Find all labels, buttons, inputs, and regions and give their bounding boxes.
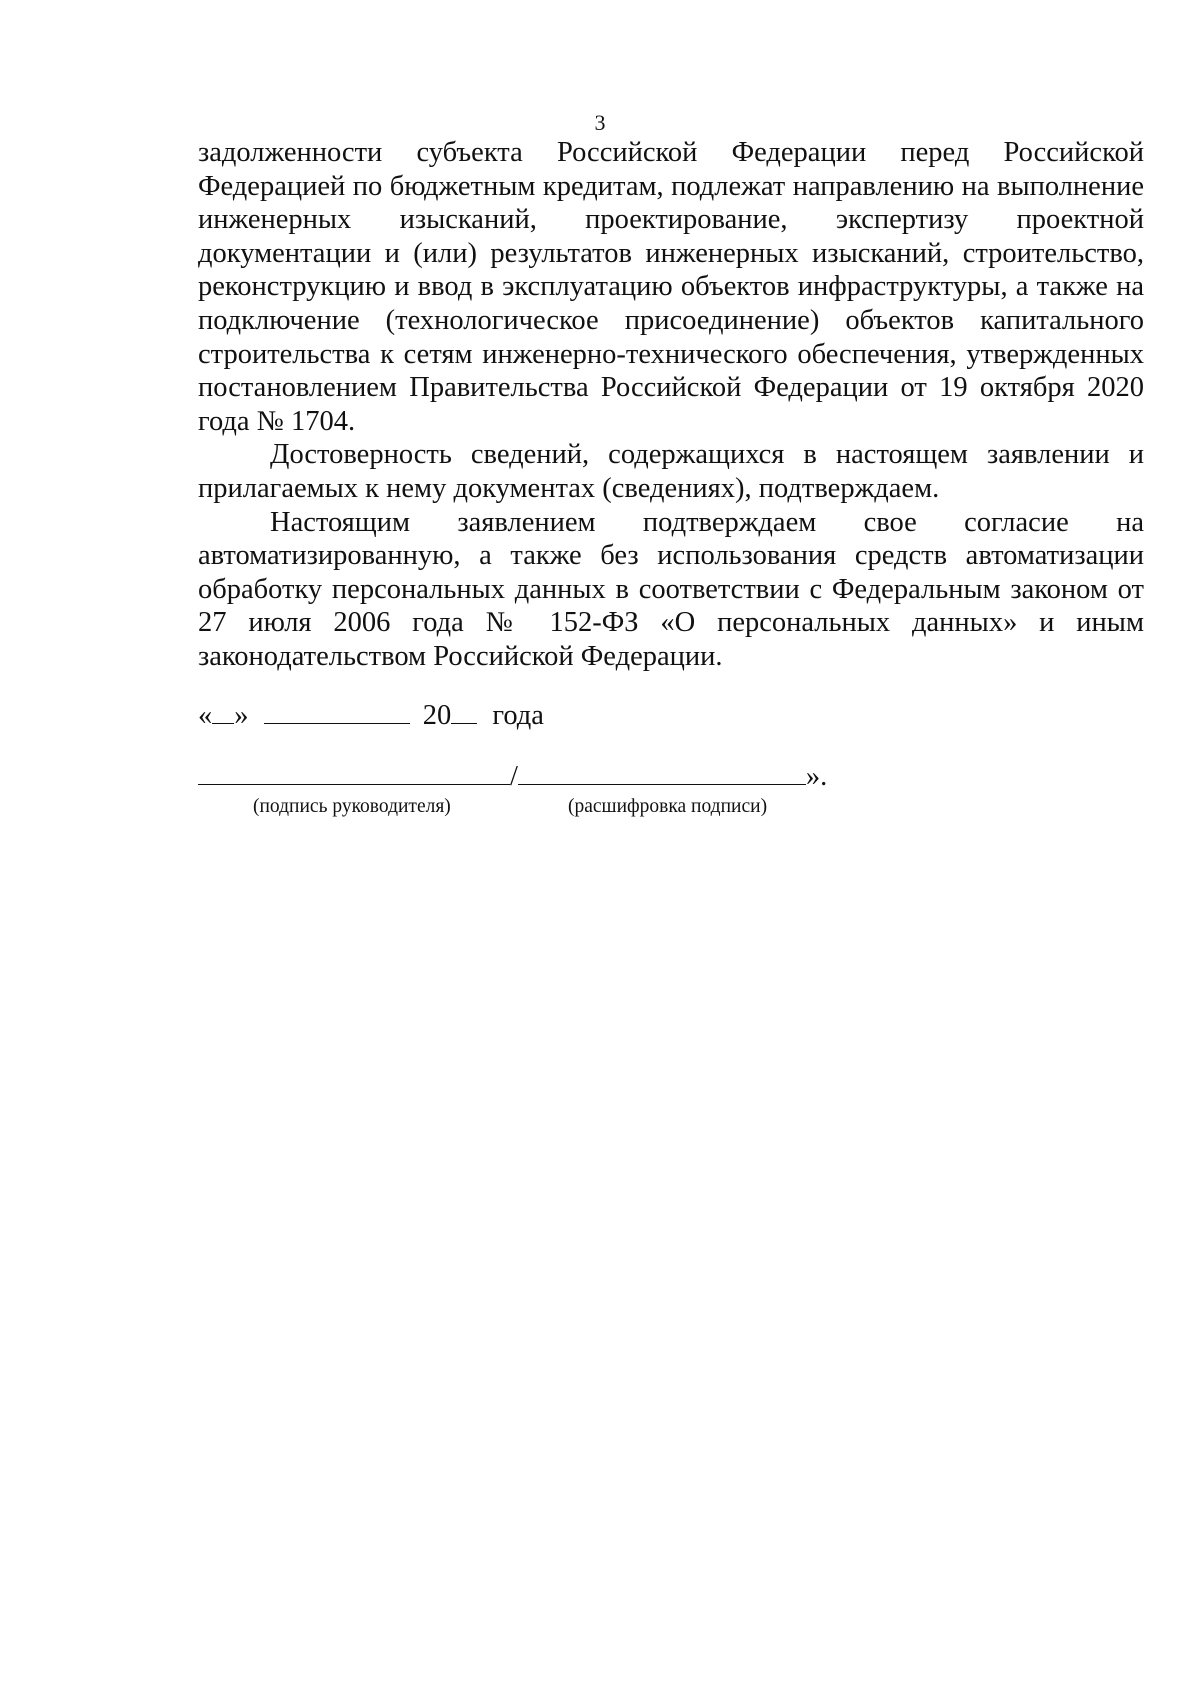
signature-separator: / [510, 761, 518, 792]
paragraph-continuation: задолженности субъекта Российской Федерации перед Российской Федерацией по бюджетным кредитам, подлежат направлению на выполнение инженерных изысканий, проектирование, экспертизу проектной документации и (или) результатов инженерных изысканий, строительство, реконструкцию и ввод в эксплуатацию объектов инфраструктуры, а также на подключение (технологическое присоединение) объектов капитального строительства к сетям инженерно-технического обеспечения, утвержденных постановлением Правительства Российской Федерации от 19 октября 2020 года № 1704. [198, 137, 1144, 437]
signature-line [198, 758, 827, 794]
paragraph-reliability: Достоверность сведений, содержащихся в настоящем заявлении и прилагаемых к нему документах (сведениях), подтверждаем. [198, 439, 1144, 504]
day-blank [212, 697, 234, 724]
paragraph-consent: Настоящим заявлением подтверждаем свое согласие на автоматизированную, а также без использования средств автоматизации обработку персональных данных в соответствии с Федеральным законом от 27 июля 2006 года № 152-ФЗ «О персональных данных» и иным законодательством Российской Федерации. [198, 506, 1144, 672]
year-blank [451, 697, 477, 724]
month-blank [264, 697, 410, 724]
date-line [198, 697, 544, 733]
page-number: 3 [594, 110, 606, 135]
signature-decoding-blank [518, 758, 806, 785]
signature-caption: (подпись руководителя) [253, 796, 451, 817]
signature-end-mark: ». [805, 761, 828, 792]
date-close-quote: » [234, 700, 249, 731]
document-body [198, 136, 1144, 674]
date-open-quote: « [198, 700, 213, 731]
year-suffix: года [492, 700, 544, 731]
signature-blank [198, 758, 510, 785]
signature-decoding-caption: (расшифровка подписи) [568, 796, 768, 817]
year-prefix: 20 [422, 700, 452, 731]
